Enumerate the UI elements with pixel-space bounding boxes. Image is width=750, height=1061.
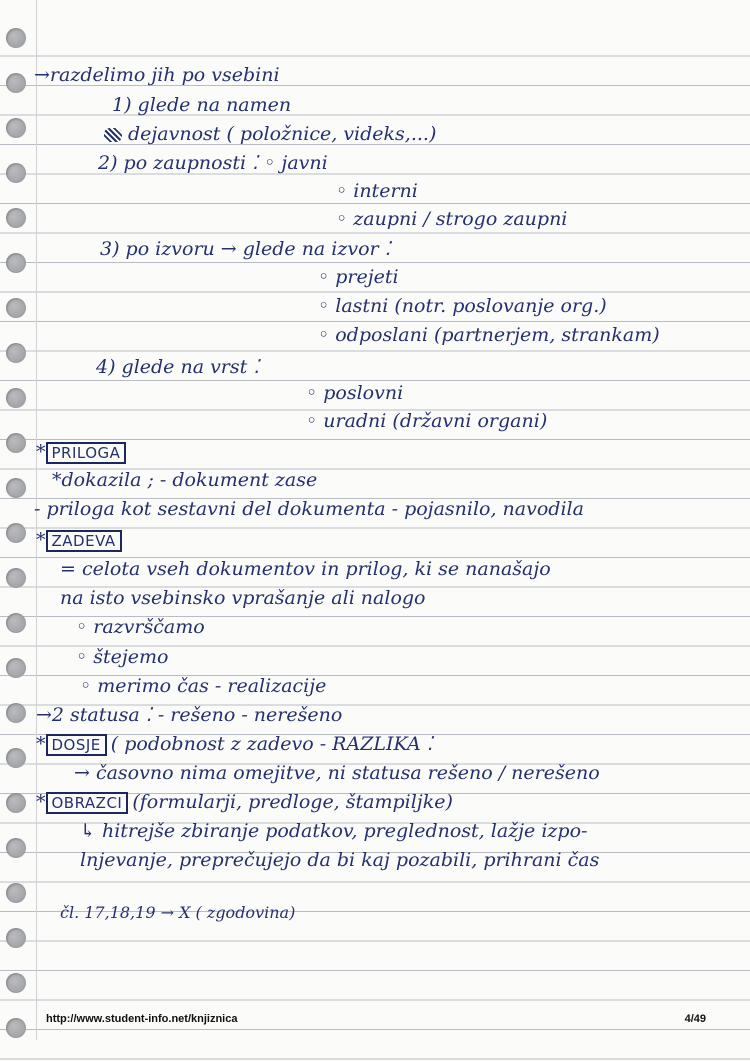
note-line: 1) glede na namen (112, 94, 292, 116)
note-line: 2) po zaupnosti ⁚ ◦ javni (98, 152, 328, 174)
note-line: ◦ razvrščamo (76, 616, 205, 638)
note-line: ◦ zaupni / strogo zaupni (336, 208, 568, 230)
note-line: →2 statusa ⁚ - rešeno - nerešeno (36, 704, 343, 726)
boxed-heading: OBRAZCI (46, 792, 129, 814)
note-line: ◦ uradni (državni organi) (306, 410, 548, 432)
boxed-heading: PRILOGA (46, 442, 127, 464)
note-text: (formularji, predloge, štampiljke) (132, 791, 453, 813)
note-line: ◦ štejemo (76, 646, 169, 668)
note-line: ◦ poslovni (306, 382, 404, 404)
note-line-with-scribble (104, 121, 436, 147)
note-line: ◦ interni (336, 180, 418, 202)
note-line: ◦ prejeti (318, 266, 399, 288)
note-line: ◦ odposlani (partnerjem, strankam) (318, 324, 660, 346)
heading-zadeva: * ZADEVA (36, 527, 126, 554)
note-text: ( podobnost z zadevo - RAZLIKA ⁚ (110, 733, 433, 755)
heading-obrazci: * OBRAZCI (formularji, predloge, štampiljke) (36, 791, 453, 813)
note-line: 4) glede na vrst ⁚ (96, 356, 260, 378)
note-line: čl. 17,18,19 → X ( zgodovina) (60, 903, 296, 922)
boxed-heading: DOSJE (46, 734, 107, 756)
heading-dosje: * DOSJE ( podobnost z zadevo - RAZLIKA ⁚ (36, 733, 433, 755)
note-line: → časovno nima omejitve, ni statusa rešeno / nerešeno (74, 762, 600, 784)
note-line: *dokazila ; - dokument zase (52, 469, 318, 491)
note-line: na isto vsebinsko vprašanje ali nalogo (60, 587, 426, 609)
note-line: ↳ hitrejše zbiranje podatkov, preglednost, lažje izpo- (80, 820, 588, 842)
note-line: lnjevanje, preprečujejo da bi kaj pozabili, prihrani čas (80, 849, 600, 871)
note-line: = celota vseh dokumentov in prilog, ki se nanašajo (60, 558, 551, 580)
boxed-heading: ZADEVA (46, 530, 122, 552)
source-url: http://www.student-info.net/knjiznica (46, 1013, 238, 1025)
note-line: ◦ lastni (notr. poslovanje org.) (318, 295, 607, 317)
note-line: 3) po izvoru → glede na izvor ⁚ (100, 238, 391, 260)
note-line: →razdelimo jih po vsebini (34, 64, 280, 86)
heading-priloga: * PRILOGA (36, 439, 130, 466)
scribble-mark (104, 128, 122, 142)
note-line: ◦ merimo čas - realizacije (80, 675, 327, 697)
page-number: 4/49 (684, 1013, 706, 1025)
note-text: dejavnost ( položnice, videks,...) (128, 123, 437, 145)
note-line: - priloga kot sestavni del dokumenta - pojasnilo, navodila (34, 498, 584, 520)
